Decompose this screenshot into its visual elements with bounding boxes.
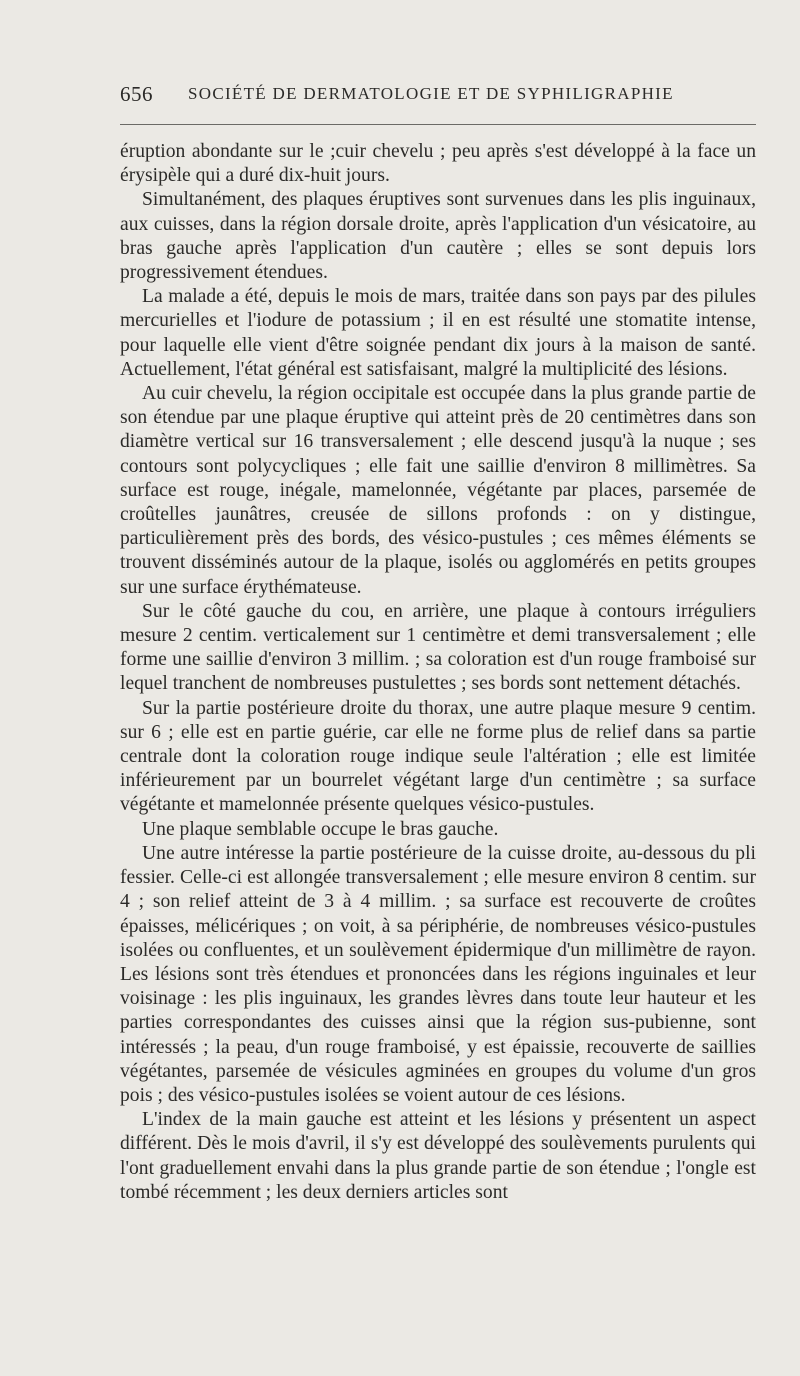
paragraph: Simultanément, des plaques éruptives sont survenues dans les plis inguinaux, aux cuisses, dans la région dorsale droite, après l'application d'un vésicatoire, au bras gauche après l'application d'un cautère ; elles se sont depuis lors progressivement étendues. — [120, 189, 756, 284]
paragraph: L'index de la main gauche est atteint et les lésions y présentent un aspect différent. Dès le mois d'avril, il s'y est développé des soulèvements purulents qui l'ont graduellement envahi dans la plus grande partie de son étendue ; l'ongle est tombé récemment ; les deux derniers articles sont — [120, 1109, 756, 1203]
paragraph: Une plaque semblable occupe le bras gauche. — [142, 818, 499, 840]
paragraph: Une autre intéresse la partie postérieure de la cuisse droite, au-dessous du pli fessier. Celle-ci est allongée transversalement ; elle mesure environ 8 centim. sur 4 ; son relief atteint de 3 à 4 millim. ; sa surface est recouverte de croûtes épaisses, mélicériques ; on voit, à sa périphérie, de nombreuses vésico-pustules isolées ou confluentes, et un soulèvement épidermique d'un millimètre de rayon. Les lésions sont très étendues et prononcées dans les régions inguinales et leur voisinage : les plis inguinaux, les grandes lèvres dans toute leur hauteur et les parties correspondantes des cuisses ainsi que la région sus-pubienne, sont intéressés ; la peau, d'un rouge framboisé, y est épaissie, recouverte de saillies végétantes, parsemée de vésicules agminées en groupes du volume d'un gros pois ; des vésico-pustules isolées se voient autour de ces lésions. — [120, 842, 756, 1106]
page-number: 656 — [120, 82, 153, 106]
paragraph: Sur le côté gauche du cou, en arrière, une plaque à contours irréguliers mesure 2 centim. verticalement sur 1 centimètre et demi transversalement ; elle forme une saillie d'environ 3 millim. ; sa coloration est d'un rouge framboisé sur lequel tranchent de nombreuses pustulettes ; ses bords sont nettement détachés. — [120, 600, 756, 695]
running-title: SOCIÉTÉ DE DERMATOLOGIE ET DE SYPHILIGRAPHIE — [188, 84, 674, 103]
body-text — [120, 140, 756, 1205]
paragraph: Sur la partie postérieure droite du thorax, une autre plaque mesure 9 centim. sur 6 ; elle est en partie guérie, car elle ne forme plus de relief dans sa partie centrale dont la coloration rouge indique seule l'altération ; elle est limitée inférieurement par un bourrelet végétant large d'un centimètre ; sa surface végétante et mamelonnée présente quelques vésico-pustules. — [120, 697, 756, 816]
paragraph-continued: éruption abondante sur le ;cuir chevelu ; peu après s'est développé à la face un érysipèle qui a duré dix-huit jours. — [120, 141, 756, 187]
paragraph: La malade a été, depuis le mois de mars, traitée dans son pays par des pilules mercurielles et l'iodure de potassium ; il en est résulté une stomatite intense, pour laquelle elle vient d'être soignée pendant dix jours à la maison de santé. Actuellement, l'état général est satisfaisant, malgré la multiplicité des lésions. — [120, 286, 756, 380]
paragraph: Au cuir chevelu, la région occipitale est occupée dans la plus grande partie de son étendue par une plaque éruptive qui atteint près de 20 centimètres dans son diamètre vertical sur 16 transversalement ; elle descend jusqu'à la nuque ; ses contours sont polycycliques ; elle fait une saillie d'environ 8 millimètres. Sa surface est rouge, inégale, mamelonnée, végétante par places, parsemée de croûtelles jaunâtres, creusée de sillons profonds : on y distingue, particulièrement près des bords, des vésico-pustules ; ces mêmes éléments se trouvent disséminés autour de la plaque, isolés ou agglomérés en petits groupes sur une surface érythémateuse. — [120, 383, 756, 598]
header-rule — [120, 124, 756, 125]
page-header — [120, 82, 755, 108]
